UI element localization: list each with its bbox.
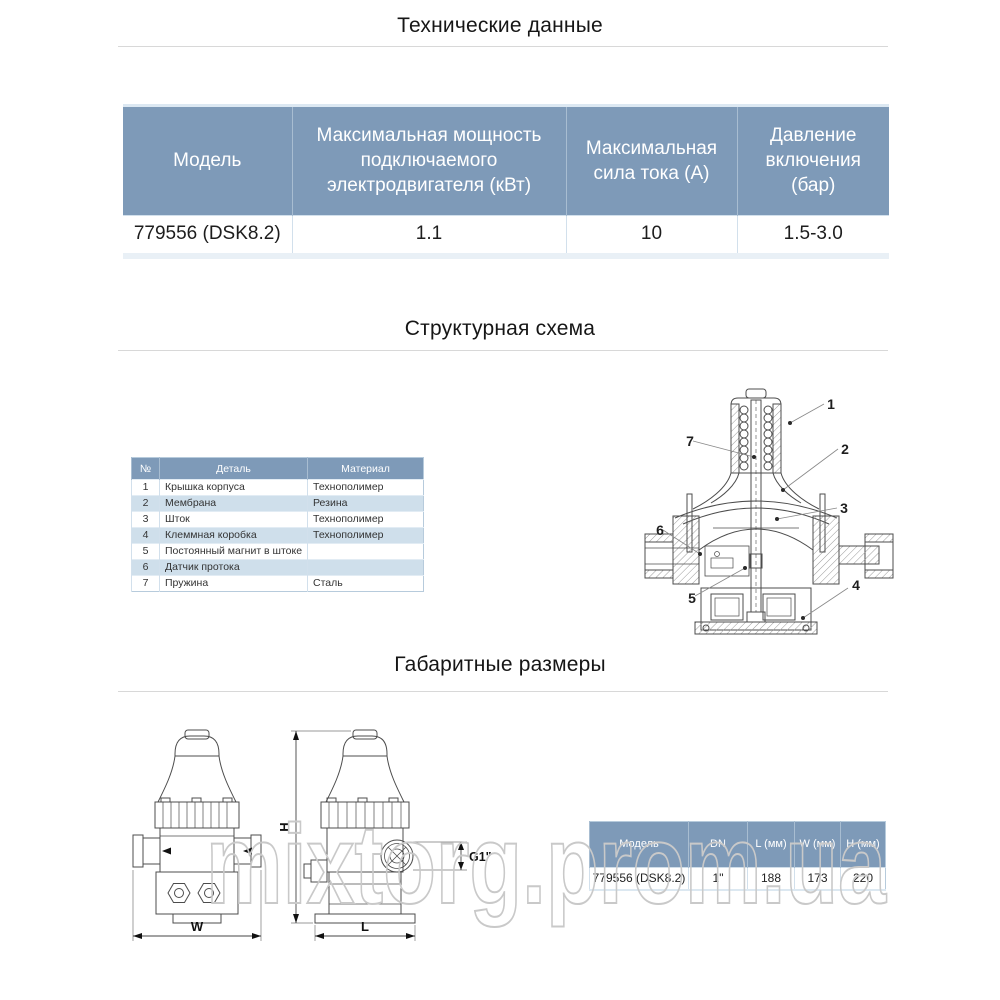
spec-table bbox=[123, 107, 889, 253]
parts-header-material: Материал bbox=[308, 458, 424, 480]
part-material: Сталь bbox=[308, 576, 424, 592]
parts-row-7 bbox=[132, 576, 424, 592]
size-value-h: 220 bbox=[841, 868, 886, 890]
part-material: Резина bbox=[308, 496, 424, 512]
callout-2: 2 bbox=[841, 441, 849, 457]
section-divider bbox=[118, 350, 888, 351]
callout-3: 3 bbox=[840, 500, 848, 516]
front-view bbox=[133, 730, 261, 923]
part-detail: Пружина bbox=[160, 576, 308, 592]
callout-5: 5 bbox=[688, 590, 696, 606]
spec-header-max-current: Максимальная сила тока (А) bbox=[566, 107, 737, 215]
dimension-drawings bbox=[115, 718, 500, 963]
watermark-text: mixtorg.prom.ua bbox=[206, 802, 887, 927]
spec-data-row bbox=[123, 215, 889, 253]
spec-value-max-power: 1.1 bbox=[292, 215, 566, 253]
part-material bbox=[308, 560, 424, 576]
parts-row-1 bbox=[132, 480, 424, 496]
part-detail: Постоянный магнит в штоке bbox=[160, 544, 308, 560]
parts-header-no: № bbox=[132, 458, 160, 480]
device-cross-section bbox=[645, 389, 893, 634]
parts-row-3 bbox=[132, 512, 424, 528]
size-header-dn: DN bbox=[689, 822, 748, 868]
size-value-model: 779556 (DSK8.2) bbox=[590, 868, 689, 890]
part-material bbox=[308, 544, 424, 560]
part-detail: Крышка корпуса bbox=[160, 480, 308, 496]
size-header-l: L (мм) bbox=[748, 822, 795, 868]
parts-header-row bbox=[132, 458, 424, 480]
callout-1: 1 bbox=[827, 396, 835, 412]
part-detail: Шток bbox=[160, 512, 308, 528]
section-title-structural-diagram: Структурная схема bbox=[404, 317, 596, 340]
part-no: 4 bbox=[132, 528, 160, 544]
parts-row-2 bbox=[132, 496, 424, 512]
size-table bbox=[589, 821, 886, 891]
parts-row-6 bbox=[132, 560, 424, 576]
part-no: 1 bbox=[132, 480, 160, 496]
spec-header-max-power: Максимальная мощность подключаемого электродвигателя (кВт) bbox=[292, 107, 566, 215]
callout-4: 4 bbox=[852, 577, 860, 593]
part-no: 3 bbox=[132, 512, 160, 528]
part-material: Технополимер bbox=[308, 512, 424, 528]
part-detail: Датчик протока bbox=[160, 560, 308, 576]
spec-header-row bbox=[123, 107, 889, 215]
part-no: 2 bbox=[132, 496, 160, 512]
part-no: 6 bbox=[132, 560, 160, 576]
callout-7: 7 bbox=[686, 433, 694, 449]
size-header-model: Модель bbox=[590, 822, 689, 868]
size-value-l: 188 bbox=[748, 868, 795, 890]
size-header-h: H (мм) bbox=[841, 822, 886, 868]
parts-row-4 bbox=[132, 528, 424, 544]
size-header-w: W (мм) bbox=[795, 822, 841, 868]
section-divider bbox=[118, 46, 888, 47]
width-dimension-label: W bbox=[190, 919, 204, 934]
thread-size-label: G1" bbox=[469, 850, 492, 864]
part-material: Технополимер bbox=[308, 528, 424, 544]
size-data-row bbox=[590, 868, 886, 890]
size-value-w: 173 bbox=[795, 868, 841, 890]
side-view bbox=[304, 730, 415, 923]
spec-value-model: 779556 (DSK8.2) bbox=[123, 215, 292, 253]
spec-table-bottom-strip bbox=[123, 253, 889, 259]
spec-value-max-current: 10 bbox=[566, 215, 737, 253]
parts-row-5 bbox=[132, 544, 424, 560]
section-divider bbox=[118, 691, 888, 692]
size-header-row bbox=[590, 822, 886, 868]
cross-section-diagram bbox=[643, 378, 895, 644]
section-title-technical-data: Технические данные bbox=[397, 14, 603, 37]
spec-header-start-pressure: Давление включения (бар) bbox=[737, 107, 889, 215]
spec-value-start-pressure: 1.5-3.0 bbox=[737, 215, 889, 253]
part-no: 5 bbox=[132, 544, 160, 560]
size-value-dn: 1" bbox=[689, 868, 748, 890]
length-dimension-label: L bbox=[361, 919, 369, 934]
parts-table bbox=[131, 457, 424, 592]
part-detail: Клеммная коробка bbox=[160, 528, 308, 544]
height-dimension-label: H bbox=[277, 822, 292, 832]
part-material: Технополимер bbox=[308, 480, 424, 496]
part-detail: Мембрана bbox=[160, 496, 308, 512]
part-no: 7 bbox=[132, 576, 160, 592]
callout-6: 6 bbox=[656, 522, 664, 538]
spec-table-wrap bbox=[123, 104, 889, 259]
section-title-overall-dimensions: Габаритные размеры bbox=[394, 653, 606, 676]
spec-header-model: Модель bbox=[123, 107, 292, 215]
parts-header-detail: Деталь bbox=[160, 458, 308, 480]
